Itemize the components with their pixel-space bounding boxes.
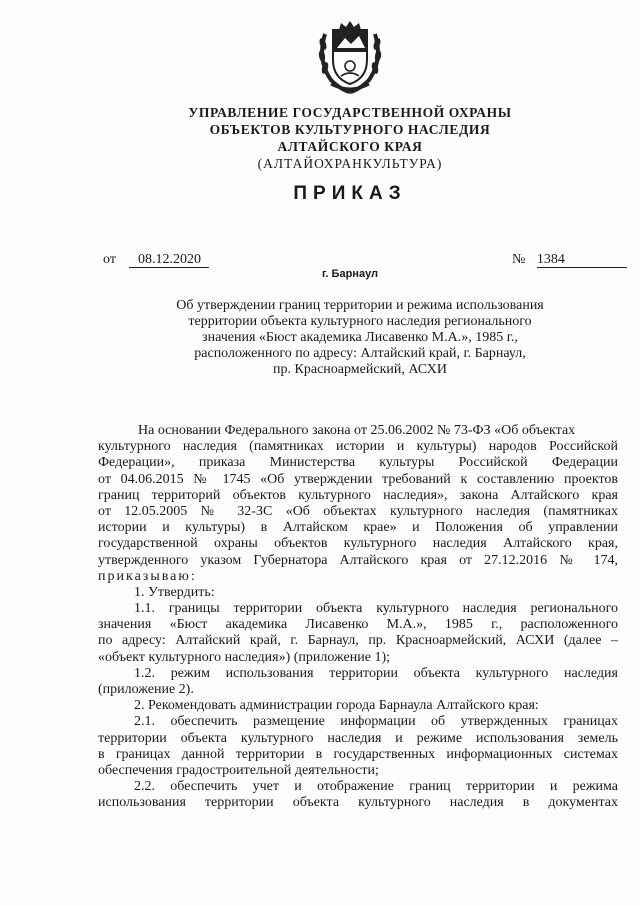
body-line: (приложение 2). (98, 682, 194, 697)
order-body (98, 423, 618, 812)
body-line: территории объекта культурного наследия и режиме использования земель (98, 730, 618, 746)
body-line: утвержденного указом Губернатора Алтайского края от 27.12.2016 № 174, (98, 552, 618, 568)
body-line: На основании Федерального закона от 25.06.2002 № 73-ФЗ «Об объектах (138, 423, 576, 438)
body-line: истории и культуры) в Алтайском крае» и Положения об управлении (98, 520, 618, 536)
body-line: 2. Рекомендовать администрации города Барнаула Алтайского края: (134, 698, 539, 714)
body-line: государственной охраны объектов культурного наследия Алтайского края, (98, 536, 618, 552)
body-line: границ территорий объектов культурного наследия», закона Алтайского края (98, 487, 618, 503)
org-short-name: (АЛТАЙОХРАНКУЛЬТУРА) (257, 156, 443, 171)
body-line: 2.1. обеспечить размещение информации об утвержденных границах (134, 714, 618, 730)
subject-line: расположенного по адресу: Алтайский край, г. Барнаул, (194, 346, 526, 361)
body-line: в границах данной территории в государственных информационных системах (98, 746, 618, 762)
body-line: «объект культурного наследия») (приложение 1); (98, 649, 390, 665)
body-line: значения «Бюст академика Лисавенко М.А.», 1985 г., расположенного (98, 617, 618, 633)
body-line: культурного наследия (памятниках истории и культуры) народов Российской (98, 439, 618, 455)
order-subject (130, 298, 590, 378)
subject-line: значения «Бюст академика Лисавенко М.А.», 1985 г., (202, 330, 518, 345)
body-line: использования территории объекта культурного наследия в документах (98, 795, 618, 811)
body-line: 2.2. обеспечить учет и отображение границ территории и режима (134, 779, 618, 795)
body-line: 1.1. границы территории объекта культурного наследия регионального (134, 601, 618, 617)
order-number-field (512, 252, 627, 268)
body-line: 1. Утвердить: (134, 584, 215, 600)
altai-krai-coat-of-arms (315, 20, 385, 94)
org-name-line-2: ОБЪЕКТОВ КУЛЬТУРНОГО НАСЛЕДИЯ (209, 122, 491, 137)
body-line: 1.2. режим использования территории объекта культурного наследия (134, 665, 618, 681)
order-number: 1384 (537, 252, 627, 268)
number-label: № (512, 252, 526, 267)
order-date-field (103, 252, 209, 268)
body-line: обеспечения градостроительной деятельности; (98, 762, 379, 778)
body-line: Федерации», приказа Министерства культуры Российской Федерации (98, 455, 618, 471)
body-line: приказываю: (98, 568, 197, 584)
org-name-line-1: УПРАВЛЕНИЕ ГОСУДАРСТВЕННОЙ ОХРАНЫ (188, 105, 512, 120)
body-line: по адресу: Алтайский край, г. Барнаул, пр. Красноармейский, АСХИ (далее – (98, 633, 618, 649)
subject-line: пр. Красноармейский, АСХИ (273, 362, 447, 377)
subject-line: Об утверждении границ территории и режима использования (176, 298, 544, 313)
org-name-line-3: АЛТАЙСКОГО КРАЯ (277, 139, 423, 154)
document-type-title: ПРИКАЗ (293, 183, 407, 204)
order-date: 08.12.2020 (129, 252, 209, 268)
date-label: от (103, 252, 116, 267)
city-name: г. Барнаул (321, 268, 379, 280)
subject-line: территории объекта культурного наследия регионального (188, 314, 532, 329)
body-line: от 04.06.2015 № 1745 «Об утверждении требований к составлению проектов (98, 471, 618, 487)
body-line: от 12.05.2005 № 32-ЗС «Об объектах культурного наследия (памятниках (98, 503, 618, 519)
